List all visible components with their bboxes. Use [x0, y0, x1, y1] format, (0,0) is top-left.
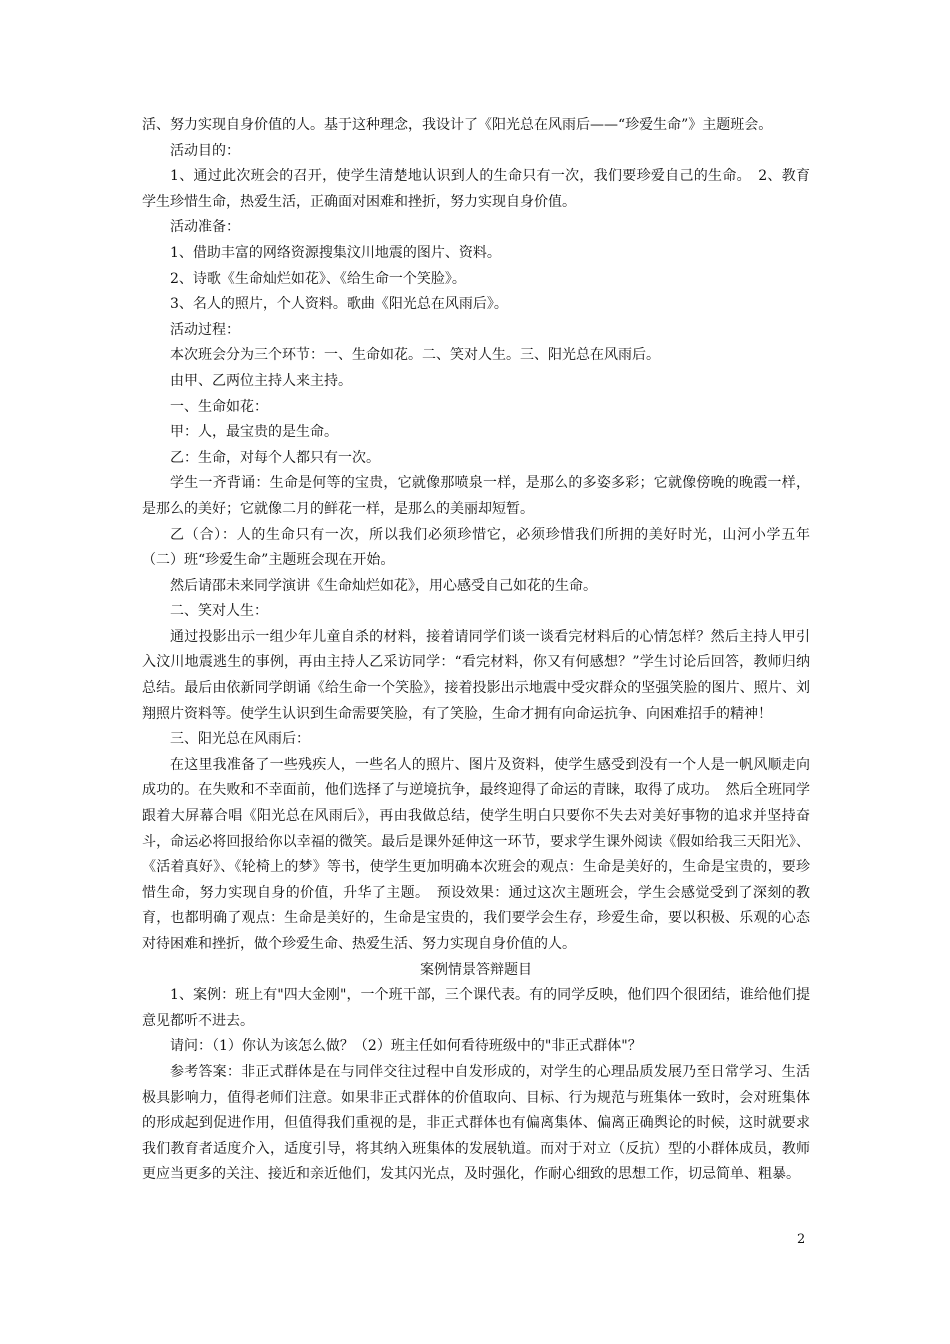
paragraph: 1、案例：班上有"四大金刚"，一个班干部，三个课代表。有的同学反映，他们四个很团结，谁给他们提意见都听不进去。	[142, 987, 810, 1029]
paragraph: 三、阳光总在风雨后：	[170, 731, 310, 748]
paragraph: 本次班会分为三个环节：一、生命如花。二、笑对人生。三、阳光总在风雨后。	[170, 347, 660, 364]
document-body	[142, 113, 810, 1188]
paragraph: 甲：人，最宝贵的是生命。	[170, 424, 338, 441]
paragraph: 参考答案：非正式群体是在与同伴交往过程中自发形成的，对学生的心理品质发展乃至日常学习、生活极具影响力，值得老师们注意。如果非正式群体的价值取向、目标、行为规范与班集体一致时，会对班集体的形成起到促进作用，但值得我们重视的是，非正式群体也有偏离集体、偏离正确舆论的时候，这时就要求我们教育者适度介入，适度引导，将其纳入班集体的发展轨道。而对于对立（反抗）型的小群体成员，教师更应当更多的关注、接近和亲近他们，发其闪光点，及时强化，作耐心细致的思想工作，切忌简单、粗暴。	[142, 1063, 810, 1183]
paragraph: 学生一齐背诵：生命是何等的宝贵，它就像那喷泉一样，是那么的多姿多彩；它就像傍晚的晚霞一样，是那么的美好；它就像二月的鲜花一样，是那么的美丽却短暂。	[142, 475, 810, 517]
paragraph: 通过投影出示一组少年儿童自杀的材料，接着请同学们谈一谈看完材料后的心情怎样？然后主持人甲引入汶川地震逃生的事例，再由主持人乙采访同学：“看完材料，你又有何感想？”学生讨论后回答，教师归纳总结。最后由依新同学朗诵《给生命一个笑脸》，接着投影出示地震中受灾群众的坚强笑脸的图片、照片、刘翔照片资料等。使学生认识到生命需要笑脸，有了笑脸，生命才拥有向命运抗争、向困难招手的精神！	[142, 628, 810, 722]
paragraph: 3、名人的照片，个人资料。歌曲《阳光总在风雨后》。	[170, 296, 508, 313]
paragraph: 2、诗歌《生命灿烂如花》、《给生命一个笑脸》。	[170, 270, 466, 287]
paragraph: 乙：生命，对每个人都只有一次。	[170, 449, 380, 466]
paragraph: 活动目的：	[170, 142, 240, 159]
paragraph: 在这里我准备了一些残疾人，一些名人的照片、图片及资料，使学生感受到没有一个人是一帆风顺走向成功的。在失败和不幸面前，他们选择了与逆境抗争，最终迎得了命运的青睐，取得了成功。 然后全班同学跟着大屏幕合唱《阳光总在风雨后》，再由我做总结，使学生明白只要你不失去对美好事物的追求并坚持奋斗，命运必将回报给你以幸福的微笑。最后是课外延伸这一环节，要求学生课外阅读《假如给我三天阳光》、《活着真好》、《轮椅上的梦》等书，使学生更加明确本次班会的观点：生命是美好的，生命是宝贵的，要珍惜生命，努力实现自身的价值，升华了主题。 预设效果：通过这次主题班会，学生会感觉受到了深刻的教育，也都明确了观点：生命是美好的，生命是宝贵的，我们要学会生存，珍爱生命，要以积极、乐观的心态对待困难和挫折，做个珍爱生命、热爱生活、努力实现自身价值的人。	[142, 756, 810, 952]
paragraph: 一、生命如花：	[170, 398, 268, 415]
paragraph: 由甲、乙两位主持人来主持。	[170, 372, 352, 389]
section-heading: 案例情景答辩题目	[420, 961, 532, 978]
paragraph: 活、努力实现自身价值的人。基于这种理念，我设计了《阳光总在风雨后——“珍爱生命”》主题班会。	[142, 117, 773, 133]
paragraph: 1、通过此次班会的召开，使学生清楚地认识到人的生命只有一次，我们要珍爱自己的生命。 2、教育学生珍惜生命，热爱生活，正确面对困难和挫折，努力实现自身价值。	[142, 168, 810, 210]
paragraph: 二、笑对人生：	[170, 603, 268, 620]
paragraph: 活动准备：	[170, 219, 240, 236]
paragraph: 活动过程：	[170, 321, 240, 338]
paragraph: 1、借助丰富的网络资源搜集汶川地震的图片、资料。	[170, 244, 501, 261]
paragraph: 然后请邵未来同学演讲《生命灿烂如花》，用心感受自己如花的生命。	[170, 577, 597, 594]
page-number: 2	[797, 1232, 806, 1247]
paragraph: 请问：（1）你认为该怎么做？（2）班主任如何看待班级中的"非正式群体"？	[170, 1038, 642, 1055]
paragraph: 乙（合）：人的生命只有一次，所以我们必须珍惜它，必须珍惜我们所拥的美好时光，山河小学五年（二）班“珍爱生命”主题班会现在开始。	[142, 526, 810, 569]
